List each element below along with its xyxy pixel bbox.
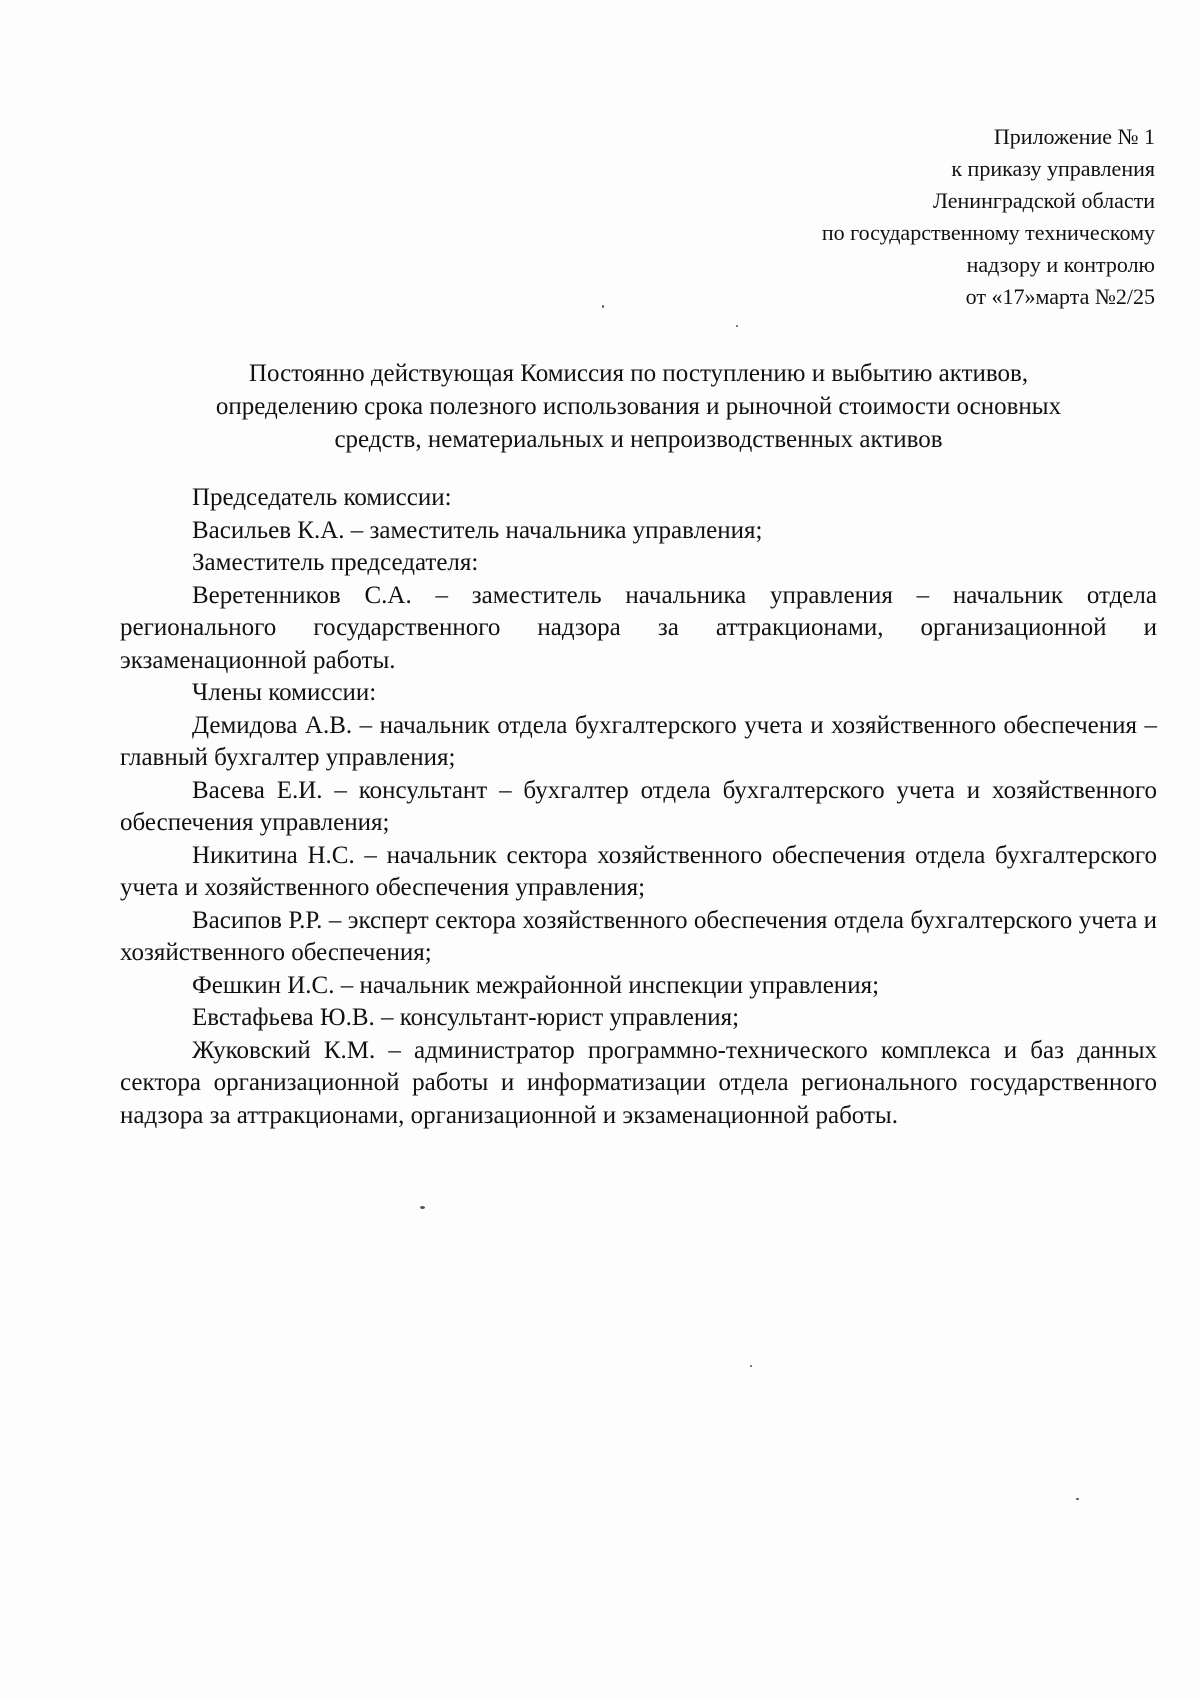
scan-speck [1076, 1498, 1079, 1500]
chairman-entry: Васильев К.А. – заместитель начальника управления; [192, 516, 763, 544]
member-entry: Васева Е.И. – консультант – бухгалтер отдела бухгалтерского учета и хозяйственного обеспечения управления; [120, 776, 1157, 836]
member-entry: Фешкин И.С. – начальник межрайонной инспекции управления; [192, 971, 880, 999]
title-line: средств, нематериальных и непроизводственных активов [334, 426, 943, 453]
member-entry: Васипов Р.Р. – эксперт сектора хозяйственного обеспечения отдела бухгалтерского учета и хозяйственного обеспечения; [120, 906, 1157, 966]
scan-speck [750, 1365, 752, 1367]
member-entry: Никитина Н.С. – начальник сектора хозяйственного обеспечения отдела бухгалтерского учета и хозяйственного обеспечения управления; [120, 841, 1157, 901]
scan-speck [602, 305, 604, 308]
scan-speck [420, 1206, 425, 1209]
appendix-line: надзору и контролю [966, 252, 1155, 277]
appendix-line: Приложение № 1 [993, 124, 1155, 149]
scan-speck [736, 325, 738, 327]
member-entry: Жуковский К.М. – администратор программно-технического комплекса и баз данных сектора организационной работы и информатизации отдела регионального государственного надзора за аттракционами, организационной и экзаменационной работы. [120, 1036, 1157, 1129]
appendix-line: по государственному техническому [821, 220, 1155, 245]
appendix-line: к приказу управления [951, 156, 1155, 181]
members-heading: Члены комиссии: [192, 679, 377, 706]
appendix-line: Ленинградской области [933, 188, 1155, 213]
member-entry: Демидова А.В. – начальник отдела бухгалтерского учета и хозяйственного обеспечения – главный бухгалтер управления; [120, 711, 1157, 771]
chairman-heading: Председатель комиссии: [192, 484, 452, 511]
title-line: определению срока полезного использования и рыночной стоимости основных [215, 393, 1062, 420]
document-title [120, 357, 1157, 456]
deputy-entry: Веретенников С.А. – заместитель начальника управления – начальник отдела регионального государственного надзора за аттракционами, организационной и экзаменационной работы. [120, 581, 1157, 674]
member-entry: Евстафьева Ю.В. – консультант-юрист управления; [192, 1004, 740, 1031]
title-line: Постоянно действующая Комиссия по поступлению и выбытию активов, [248, 360, 1029, 387]
deputy-heading: Заместитель председателя: [192, 549, 479, 576]
appendix-header [635, 121, 1155, 313]
appendix-line: от «17»марта №2/25 [965, 284, 1155, 309]
commission-members-list [120, 482, 1157, 1132]
